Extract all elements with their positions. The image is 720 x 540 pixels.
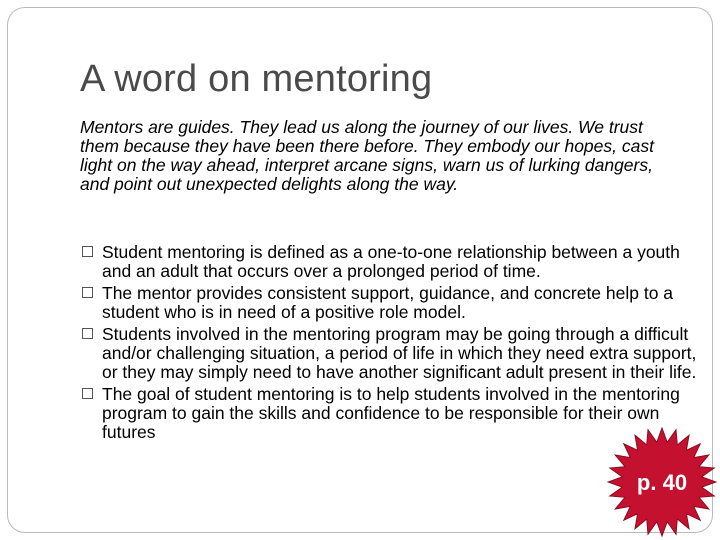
- bullet-text: Student mentoring is defined as a one-to-one relationship between a youth and an adult that occurs over a prolonged period of time.: [102, 242, 680, 281]
- mentor-quote: Mentors are guides. They lead us along the journey of our lives. We trust them because they have been there before. They embody our hopes, cast light on the way ahead, interpret arcane signs, warn us of lurking dangers, and point out unexpected delights along the way.: [80, 117, 654, 194]
- checkbox-bullet-icon: [82, 287, 93, 298]
- page-reference-badge: p. 40: [636, 470, 688, 495]
- bullet-item: [82, 284, 702, 322]
- checkbox-bullet-icon: [82, 246, 93, 257]
- bullet-text: Students involved in the mentoring program may be going through a difficult and/or challenging situation, a period of life in which they need extra support, or they may simply need to have another significant adult present in their life.: [102, 324, 697, 382]
- bullet-list: [82, 243, 702, 445]
- bullet-item: [82, 243, 702, 281]
- bullet-text: The mentor provides consistent support, guidance, and concrete help to a student who is in need of a positive role model.: [102, 283, 674, 322]
- slide-title: A word on mentoring: [80, 58, 433, 100]
- bullet-text: The goal of student mentoring is to help students involved in the mentoring program to gain the skills and confidence to be responsible for their own futures: [102, 384, 680, 442]
- checkbox-bullet-icon: [82, 388, 93, 399]
- checkbox-bullet-icon: [82, 328, 93, 339]
- bullet-item: [82, 325, 702, 382]
